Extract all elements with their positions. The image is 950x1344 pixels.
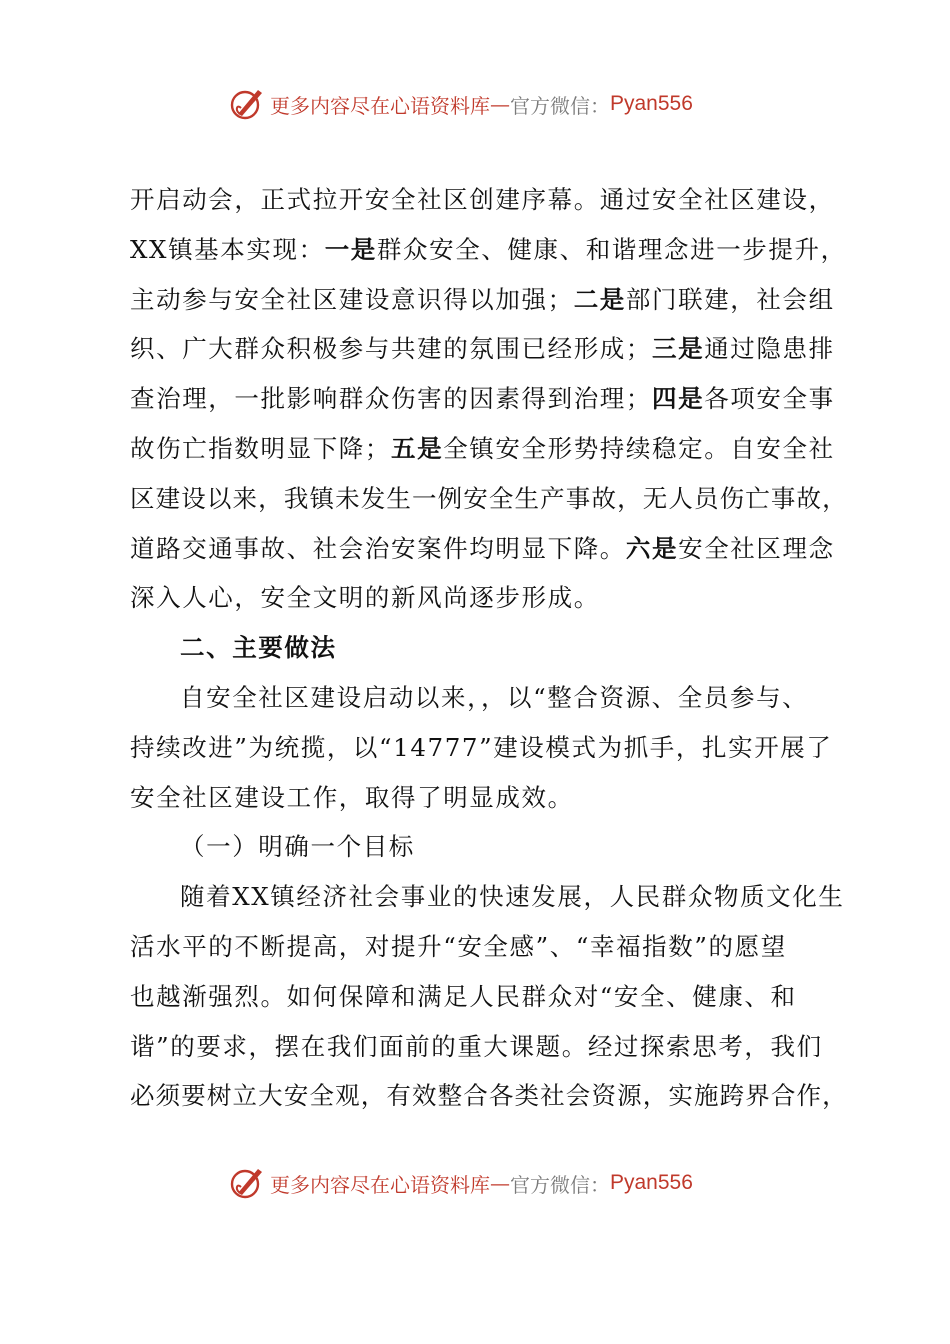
text-line (180, 831, 415, 863)
bold-text-segment: 一是 (324, 234, 377, 264)
text-segment: 查治理，一批影响群众伤害的因素得到治理； (130, 384, 652, 414)
text-segment: 安全社区建设工作，取得了明显成效。 (130, 782, 574, 812)
text-line (180, 881, 844, 913)
text-segment: 各项安全事 (704, 384, 835, 414)
text-line (130, 782, 574, 814)
text-line (130, 184, 835, 216)
bold-text-segment: 二是 (573, 284, 626, 314)
text-segment: 开启动会，正式拉开安全社区创建序幕。通过安全社区建设， (130, 185, 835, 214)
text-line (130, 1031, 823, 1063)
text-line (130, 981, 797, 1013)
text-line (130, 533, 835, 565)
text-segment: 部门联建，社会组 (625, 284, 835, 314)
text-segment: 故伤亡指数明显下降； (130, 434, 391, 463)
text-line (130, 333, 835, 365)
text-line (130, 284, 835, 316)
text-line (130, 931, 787, 963)
text-segment: 区建设以来，我镇未发生一例安全生产事故，无人员伤亡事故， (130, 483, 848, 513)
text-line (130, 582, 600, 614)
banner-brand-text: 更多内容尽在心语资料库 (270, 1172, 490, 1197)
text-segment: 道路交通事故、社会治安案件均明显下降。 (130, 533, 626, 563)
banner-wechat-label: 官方微信： (510, 93, 610, 118)
quill-logo-icon (228, 1163, 268, 1203)
banner-wechat-id: Pyan556 (610, 1171, 693, 1194)
text-segment: （一）明确一个目标 (180, 832, 415, 862)
banner-dash: — (490, 92, 510, 116)
text-segment: 活水平的不断提高，对提升“安全感”、“幸福指数”的愿望 (130, 932, 787, 961)
text-segment: 全镇安全形势持续稳定。自安全社 (443, 434, 835, 463)
quill-logo-icon (228, 84, 268, 124)
text-segment: 也越渐强烈。如何保障和满足人民群众对“安全、健康、和 (130, 981, 797, 1011)
banner-wechat-label: 官方微信： (510, 1172, 610, 1197)
text-line (130, 433, 835, 465)
text-segment: 必须要树立大安全观，有效整合各类社会资源，实施跨界合作， (130, 1081, 848, 1111)
banner-brand-text: 更多内容尽在心语资料库 (270, 93, 490, 118)
text-segment: 随着XX镇经济社会事业的快速发展，人民群众物质文化生 (180, 882, 845, 912)
bold-text-segment: 四是 (652, 384, 705, 414)
banner-wechat-id: Pyan556 (610, 92, 693, 115)
text-segment: 自安全社区建设启动以来，，以“整合资源、全员参与、 (180, 683, 809, 712)
text-line (130, 234, 847, 266)
footer-banner (228, 1163, 693, 1203)
bold-text-segment: 二、主要做法 (180, 633, 337, 663)
bold-text-segment: 三是 (652, 334, 705, 364)
bold-text-segment: 六是 (625, 533, 679, 563)
text-line (180, 632, 337, 664)
text-segment: XX镇基本实现： (130, 234, 325, 264)
text-segment: 织、广大群众积极参与共建的氛围已经形成； (130, 334, 652, 364)
bold-text-segment: 五是 (391, 434, 444, 463)
banner-dash: — (490, 1171, 510, 1195)
text-line (130, 483, 848, 515)
text-line (130, 1080, 848, 1112)
text-segment: 群众安全、健康、和谐理念进一步提升， (376, 234, 847, 264)
text-segment: 安全社区理念 (678, 533, 835, 563)
text-segment: 深入人心，安全文明的新风尚逐步形成。 (130, 583, 600, 613)
text-segment: 主动参与安全社区建设意识得以加强； (130, 284, 574, 314)
text-segment: 谐”的要求，摆在我们面前的重大课题。经过探索思考，我们 (130, 1031, 823, 1061)
text-line (130, 732, 833, 764)
text-segment: 通过隐患排 (704, 334, 835, 364)
text-line (130, 383, 835, 415)
header-banner (228, 84, 693, 124)
text-segment: 持续改进”为统揽，以“14777”建设模式为抓手，扎实开展了 (130, 732, 833, 762)
text-line (180, 682, 808, 714)
